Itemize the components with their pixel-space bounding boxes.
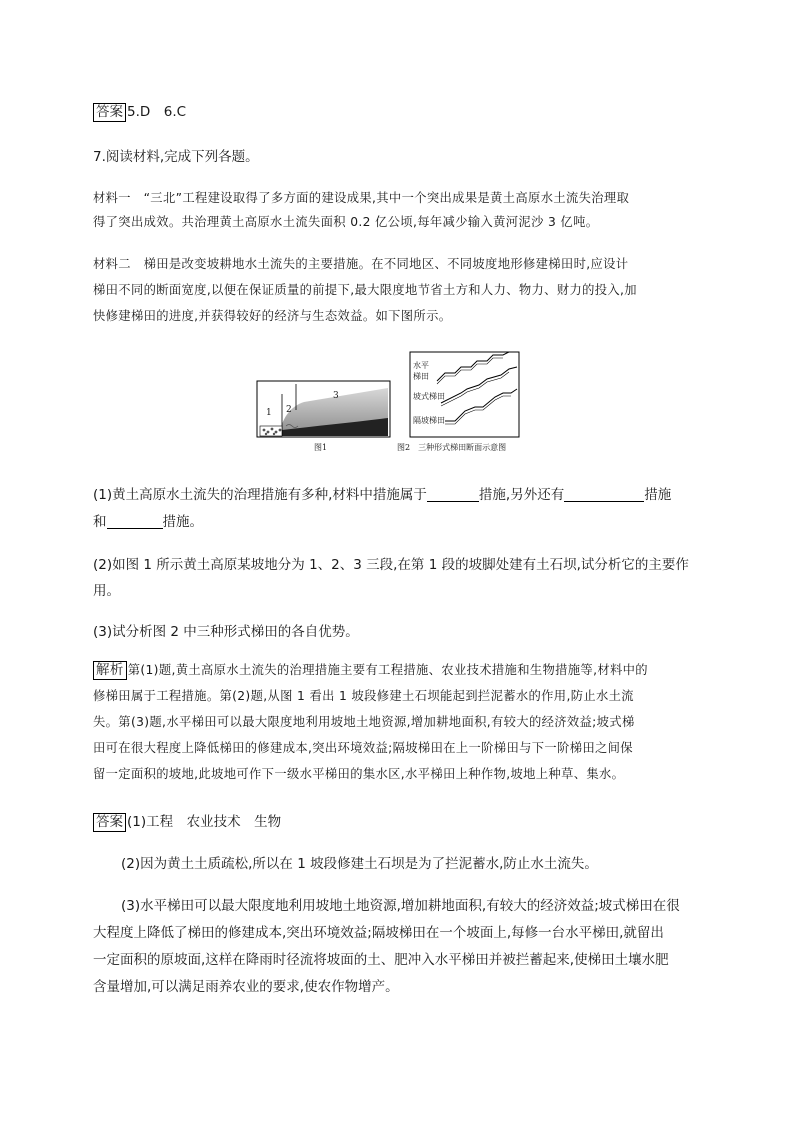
answer-5-6-text: 5.D 6.C xyxy=(127,104,187,120)
analysis-line-1 xyxy=(93,660,703,680)
material-1-line-2: 得了突出成效。共治理黄土高原水土流失面积 0.2 亿公顷,每年减少输入黄河泥沙 3 亿吨。 xyxy=(93,215,599,229)
figure-1-slope-diagram xyxy=(256,380,391,438)
answer-tag: 答案 xyxy=(93,103,126,122)
question-2-line-2: 用。 xyxy=(93,583,120,599)
figure-2-terrace-diagram xyxy=(409,351,520,438)
answer-blank-2[interactable] xyxy=(564,487,644,502)
analysis-line-3: 失。第(3)题,水平梯田可以最大限度地利用坡地土地资源,增加耕地面积,有较大的经济效益;坡式梯 xyxy=(93,715,635,729)
answer-7-part-1-text: (1)工程 农业技术 生物 xyxy=(127,814,282,830)
label-level-terrace-b: 梯田 xyxy=(413,372,429,381)
question-1-text-a: (1)黄土高原水土流失的治理措施有多种,材料中措施属于 xyxy=(93,487,427,503)
question-7-title: 7.阅读材料,完成下列各题。 xyxy=(93,149,259,165)
answer-5-6 xyxy=(93,100,703,122)
label-slope-terrace: 坡式梯田 xyxy=(413,392,445,401)
answer-7-part-3-line-4: 含量增加,可以满足雨养农业的要求,使农作物增产。 xyxy=(93,979,399,995)
question-1-line-2 xyxy=(93,510,703,530)
answer-7-part-3-line-1: (3)水平梯田可以最大限度地利用坡地土地资源,增加耕地面积,有较大的经济效益;坡式梯田在很 xyxy=(121,898,680,914)
material-1-line-1: 材料一 “三北”工程建设取得了多方面的建设成果,其中一个突出成果是黄土高原水土流失治理取 xyxy=(93,191,630,205)
question-1-text-c: 措施 xyxy=(644,487,672,503)
answer-7-part-1 xyxy=(93,810,703,832)
answer-7-tag: 答案 xyxy=(93,813,126,832)
label-interval-terrace: 隔坡梯田 xyxy=(413,416,445,425)
question-2-line-1: (2)如图 1 所示黄土高原某坡地分为 1、2、3 三段,在第 1 段的坡脚处建有土石坝,试分析它的主要作 xyxy=(93,557,689,573)
answer-blank-1[interactable] xyxy=(427,487,479,502)
material-2-line-3: 快修建梯田的进度,并获得较好的经济与生态效益。如下图所示。 xyxy=(93,309,452,323)
analysis-line-4: 田可在很大程度上降低梯田的修建成本,突出环境效益;隔坡梯田在上一阶梯田与下一阶梯田之间保 xyxy=(93,741,633,755)
material-2-line-2: 梯田不同的断面宽度,以便在保证质量的前提下,最大限度地节省土方和人力、物力、财力的投入,加 xyxy=(93,283,637,297)
label-level-terrace-a: 水平 xyxy=(413,361,429,370)
analysis-line-1-text: 第(1)题,黄土高原水土流失的治理措施主要有工程措施、农业技术措施和生物措施等,材料中的 xyxy=(127,663,648,677)
question-3: (3)试分析图 2 中三种形式梯田的各自优势。 xyxy=(93,624,359,640)
question-1-text-b: 措施,另外还有 xyxy=(478,487,565,503)
answer-7-part-3-line-3: 一定面积的原坡面,这样在降雨时径流将坡面的土、肥冲入水平梯田并被拦蓄起来,使梯田土壤水肥 xyxy=(93,952,669,968)
figure-1-caption: 图1 xyxy=(314,443,328,452)
figure-2-caption: 图2 三种形式梯田断面示意图 xyxy=(397,443,507,452)
analysis-tag: 解析 xyxy=(93,661,127,680)
answer-7-part-3-line-2: 大程度上降低了梯田的修建成本,突出环境效益;隔坡梯田在一个坡面上,每修一台水平梯田,就留出 xyxy=(93,925,664,941)
segment-label-1: 1 xyxy=(266,408,272,418)
segment-label-3: 3 xyxy=(333,391,339,401)
question-1-text-e: 措施。 xyxy=(162,514,203,530)
answer-blank-3[interactable] xyxy=(107,514,163,529)
answer-7-part-2: (2)因为黄土土质疏松,所以在 1 坡段修建土石坝是为了拦泥蓄水,防止水土流失。 xyxy=(121,856,598,872)
analysis-line-2: 修梯田属于工程措施。第(2)题,从图 1 看出 1 坡段修建土石坝能起到拦泥蓄水的作用,防止水土流 xyxy=(93,689,634,703)
question-1-line-1 xyxy=(93,483,703,503)
material-2-line-1: 材料二 梯田是改变坡耕地水土流失的主要措施。在不同地区、不同坡度地形修建梯田时,应设计 xyxy=(93,257,629,271)
question-1-text-d: 和 xyxy=(93,514,107,530)
segment-label-2: 2 xyxy=(286,405,292,415)
analysis-line-5: 留一定面积的坡地,此坡地可作下一级水平梯田的集水区,水平梯田上种作物,坡地上种草、集水。 xyxy=(93,767,625,781)
